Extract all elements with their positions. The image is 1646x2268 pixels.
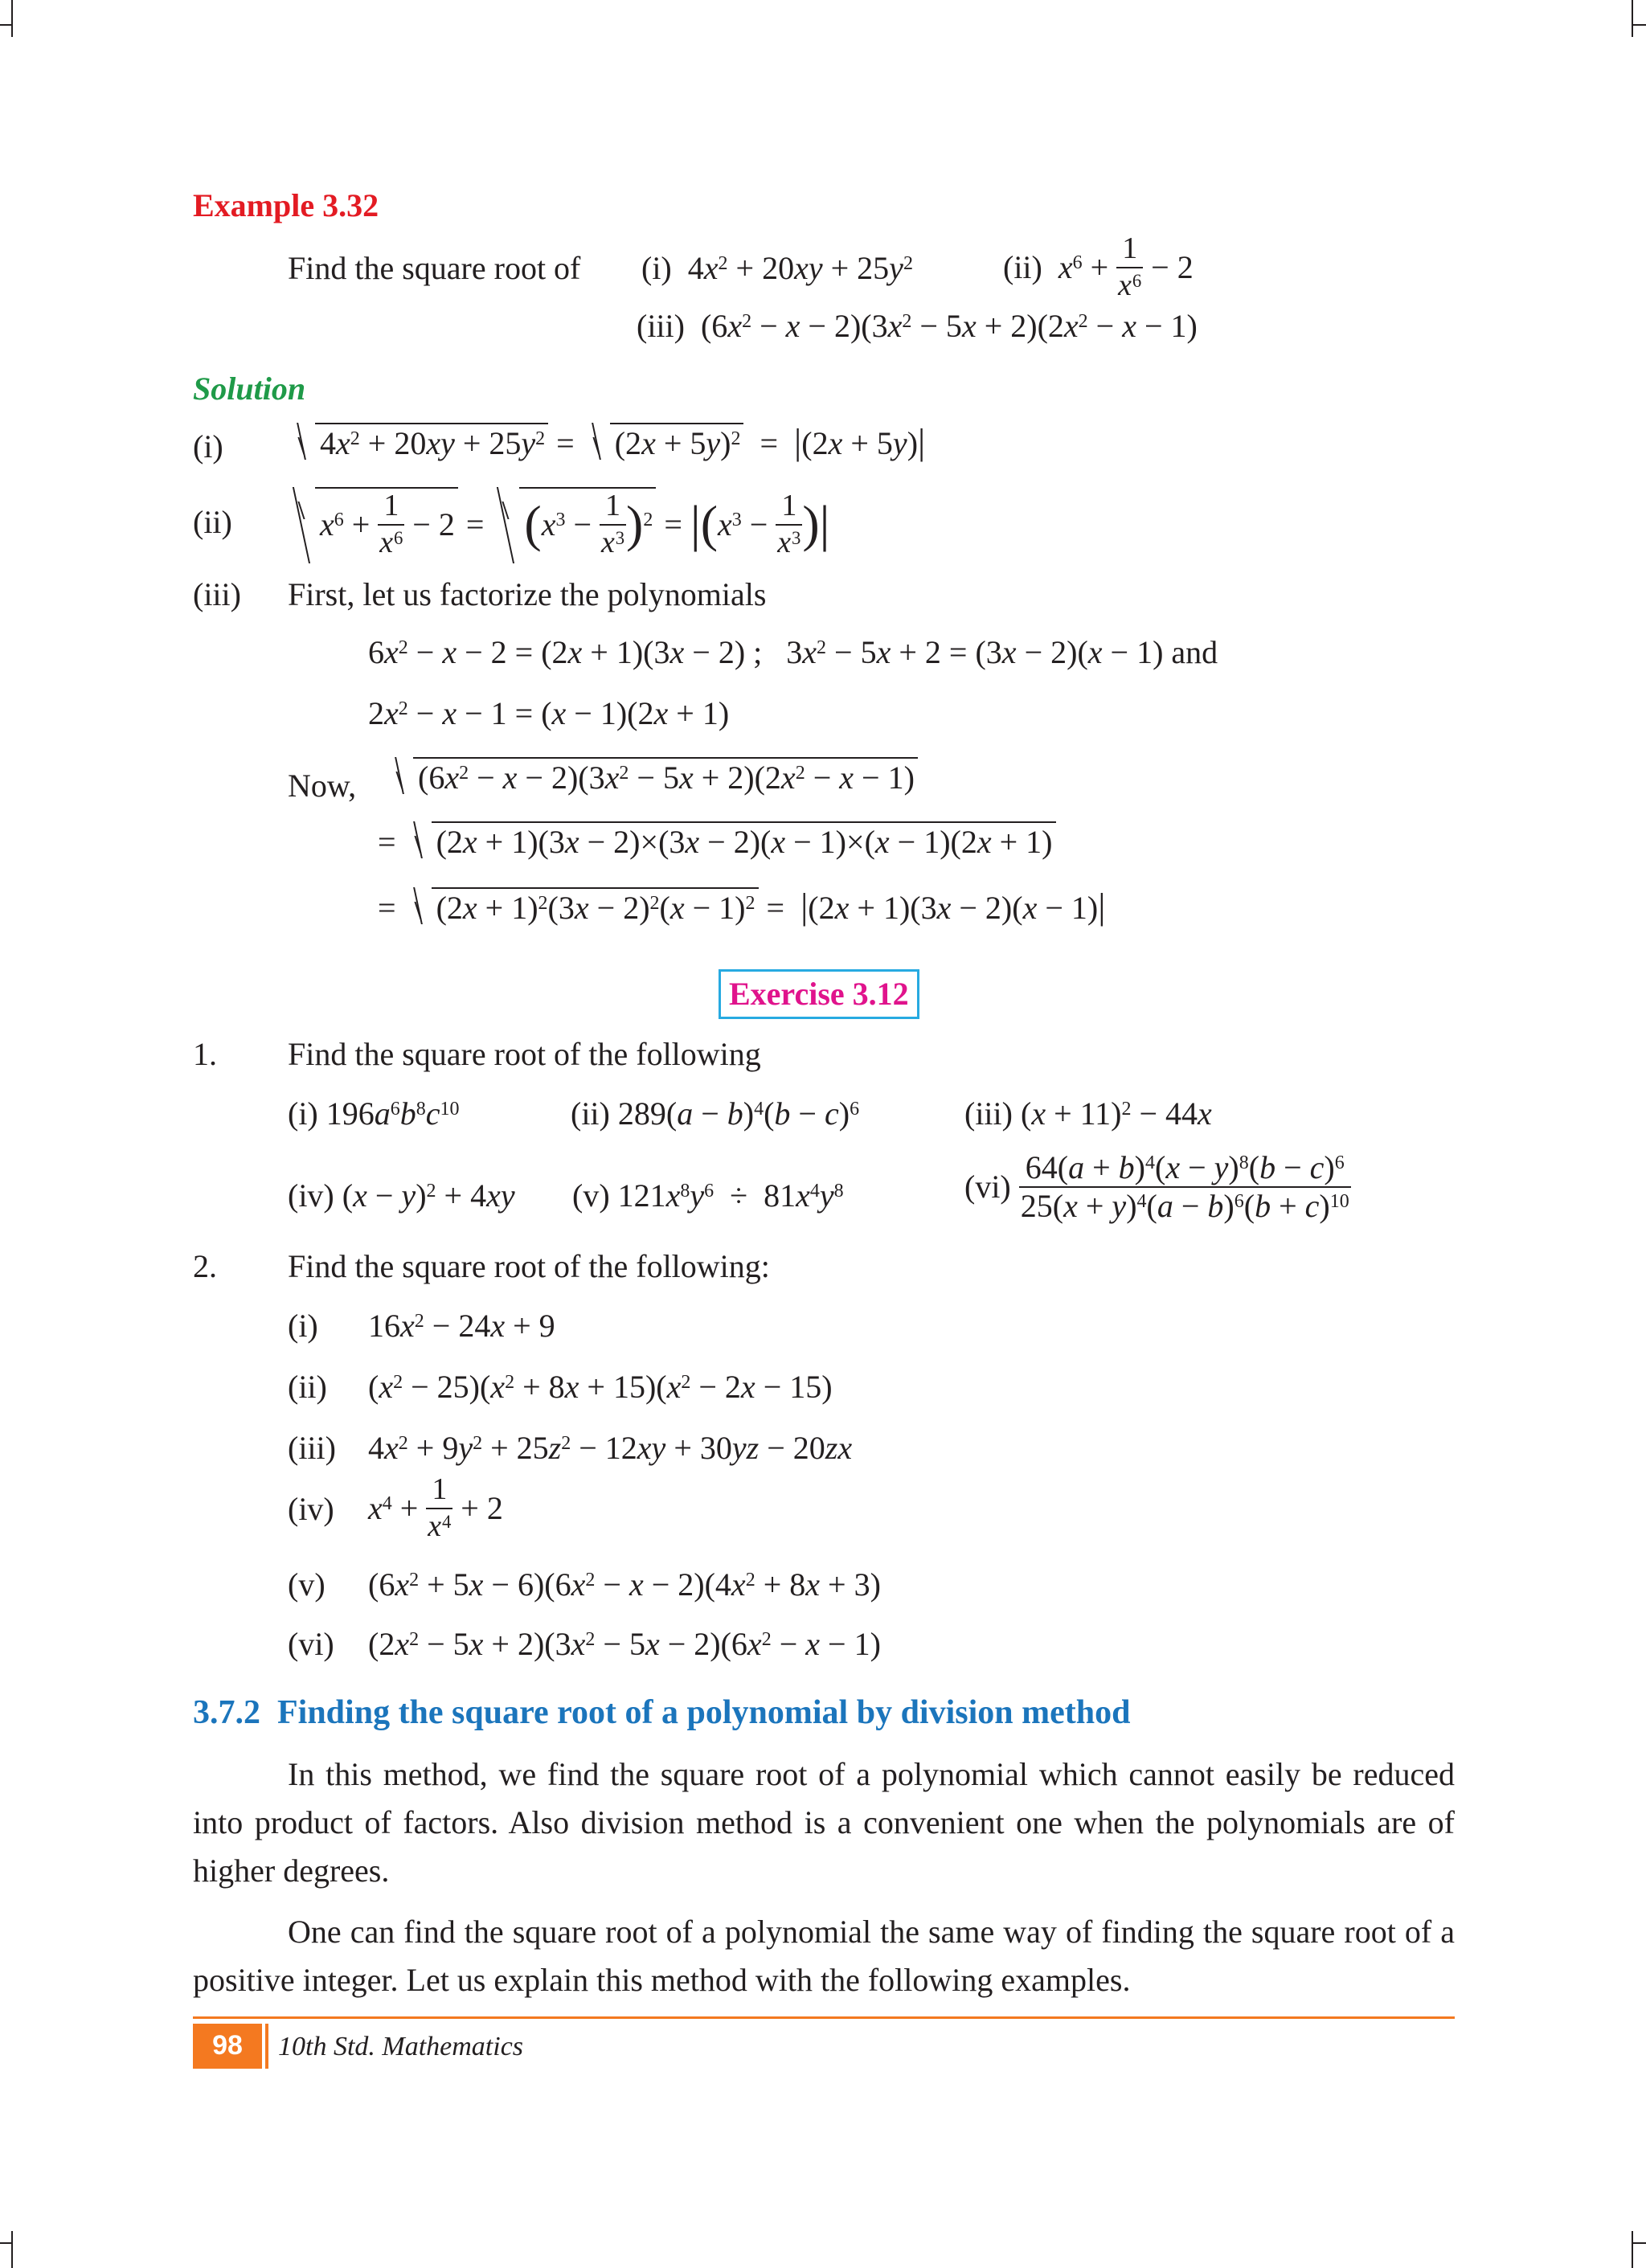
label-i: (i) [641, 250, 672, 286]
q2-label-v: (v) [288, 1566, 326, 1603]
q2-label-vi: (vi) [288, 1626, 334, 1662]
label-iii: (iii) [637, 308, 685, 344]
label-iii: (iii) [964, 1095, 1013, 1132]
sqrt-sign: ($x^3$ − $\frac{1}{x^3}$ )$^2$ [492, 487, 656, 563]
example-part-ii: (ii) $x^6$ + $\frac{1}{x^6}$ − 2 [1003, 231, 1194, 302]
crop-mark-bottom-right [1632, 2231, 1633, 2268]
solution-label-i: (i) [193, 428, 223, 465]
sqrt-sign: $x^6$ + $\frac{1}{x^6}$ − 2 [288, 487, 458, 563]
factor-intro: First, let us factorize the polynomials [288, 576, 767, 612]
q2-part-i: $16x^2 - 24x + 9$ [368, 1308, 555, 1344]
crop-mark-bottom-left-h [0, 2242, 13, 2244]
crop-mark-top-right [1632, 0, 1633, 37]
example-part-iii: (iii) $(6x^2 - x - 2)(3x^2 - 5x + 2)(2x^2 - x - 1)$ [637, 308, 1198, 344]
example-part-i: (i) $4x^2 + 20xy + 25y^2$ [641, 250, 913, 286]
crop-mark-bottom-left [11, 2231, 13, 2268]
q1-text: Find the square root of the following [288, 1036, 761, 1072]
q1-part-ii: (ii) $289(a - b)^4(b - c)^6$ [571, 1095, 860, 1132]
now-line-3: = $(2x + 1)^2(3x - 2)^2(x - 1)^2 = |(2x + 1)(3x - 2)(x - 1)|$ [378, 886, 1106, 927]
example-title: Example 3.32 [193, 187, 379, 223]
label-ii: (ii) [1003, 248, 1042, 285]
q1-part-vi: (vi) $\frac{64(a + b)^4(x - y)^8(b - c)^6}{25(x + y)^4(a - b)^6(b + c)^{10}}$ [964, 1149, 1349, 1224]
q2-part-v: $(6x^2 + 5x - 6)(6x^2 - x - 2)(4x^2 + 8x + 3)$ [368, 1566, 881, 1603]
sqrt-sign: $(6x^2 - x - 2)(3x^2 - 5x + 2)(2x^2 - x - 1)$ [386, 757, 918, 794]
crop-mark-top-left-h [0, 24, 13, 26]
q2-part-iv: $x^4$ + $\frac{1}{x^4}$ + 2 [368, 1472, 503, 1543]
section-paragraph-1: In this method, we find the square root of a polynomial which cannot easily be reduced into product of factors. Also division method is a convenient one when the polynomials are of higher degrees. [193, 1756, 1455, 1889]
solution-label-iii: (iii) [193, 576, 241, 612]
q2-label-iii: (iii) [288, 1430, 336, 1466]
example-prompt: Find the square root of [288, 250, 581, 286]
q2-number: 2. [193, 1248, 217, 1284]
solution-line-ii: $x^6$ + $\frac{1}{x^6}$ − $2 = (x^3$ − $\frac{1}{x^3}$ )$^2 = |(x^3$ − $\frac{1}{x^3}$ )| [288, 487, 829, 563]
q1-number: 1. [193, 1036, 217, 1072]
exercise-title: Exercise 3.12 [719, 969, 919, 1019]
q1-part-iv: (iv) $(x - y)^2 + 4xy$ [288, 1177, 515, 1214]
factor-line-1: $6x^2 - x - 2 = (2x + 1)(3x - 2)$ ; $3x^2 - 5x + 2 = (3x - 2)(x - 1)$ and [368, 634, 1218, 670]
label-iv: (iv) [288, 1177, 334, 1214]
solution-heading: Solution [193, 370, 306, 407]
sqrt-sign: $(2x + 1)^2(3x - 2)^2(x - 1)^2$ [404, 887, 759, 924]
crop-mark-bottom-right-h [1632, 2242, 1646, 2244]
sqrt-sign: (2x + 1)(3x − 2)×(3x − 2)(x − 1)×(x − 1)(2x + 1) [404, 821, 1056, 858]
q2-part-vi: $(2x^2 - 5x + 2)(3x^2 - 5x - 2)(6x^2 - x - 1)$ [368, 1626, 881, 1662]
crop-mark-top-right-h [1632, 24, 1646, 26]
label-i: (i) [288, 1095, 318, 1132]
footer-rule [193, 2016, 1455, 2019]
q2-part-ii: $(x^2 - 25)(x^2 + 8x + 15)(x^2 - 2x - 15)$ [368, 1369, 833, 1405]
q2-label-iv: (iv) [288, 1491, 334, 1527]
now-line-2: = (2x + 1)(3x − 2)×(3x − 2)(x − 1)×(x − 1)(2x + 1) [378, 821, 1056, 858]
section-number: 3.7.2 [193, 1694, 260, 1731]
book-title: 10th Std. Mathematics [278, 2032, 524, 2061]
sqrt-sign: $4x^2 + 20xy + 25y^2$ [288, 423, 548, 460]
label-v: (v) [572, 1177, 610, 1214]
q1-part-v: (v) $121x^8y^6 \div 81x^4y^8$ [572, 1177, 844, 1214]
label-ii: (ii) [571, 1095, 610, 1132]
footer-divider [265, 2024, 268, 2069]
factor-line-2: $2x^2 - x - 1 = (x - 1)(2x + 1)$ [368, 695, 730, 731]
and-word: and [1171, 634, 1218, 670]
q1-part-i: (i) $196a^6b^8c^{10}$ [288, 1095, 460, 1132]
q2-text: Find the square root of the following: [288, 1248, 770, 1284]
label-vi: (vi) [964, 1169, 1011, 1206]
solution-line-i: $4x^2 + 20xy + 25y^2 = (2x + 5y)^2 = |(2x + 5y)|$ [288, 423, 925, 461]
section-paragraph-2: One can find the square root of a polynomial the same way of finding the square root of a positive integer. Let us explain this method with the following examples. [193, 1914, 1455, 1998]
sqrt-sign: $(2x + 5y)^2$ [583, 423, 744, 460]
now-line-1 [386, 757, 918, 794]
q2-label-i: (i) [288, 1308, 318, 1344]
crop-mark-top-left [11, 0, 13, 37]
page-number: 98 [212, 2030, 243, 2061]
now-word: Now, [288, 768, 357, 804]
q2-label-ii: (ii) [288, 1369, 327, 1405]
solution-label-ii: (ii) [193, 504, 232, 540]
section-heading [193, 1696, 1130, 1730]
q1-part-iii: (iii) $(x + 11)^2 - 44x$ [964, 1095, 1212, 1132]
q2-part-iii: $4x^2 + 9y^2 + 25z^2 - 12xy + 30yz - 20zx$ [368, 1430, 853, 1466]
section-title: Finding the square root of a polynomial by division method [277, 1694, 1131, 1731]
